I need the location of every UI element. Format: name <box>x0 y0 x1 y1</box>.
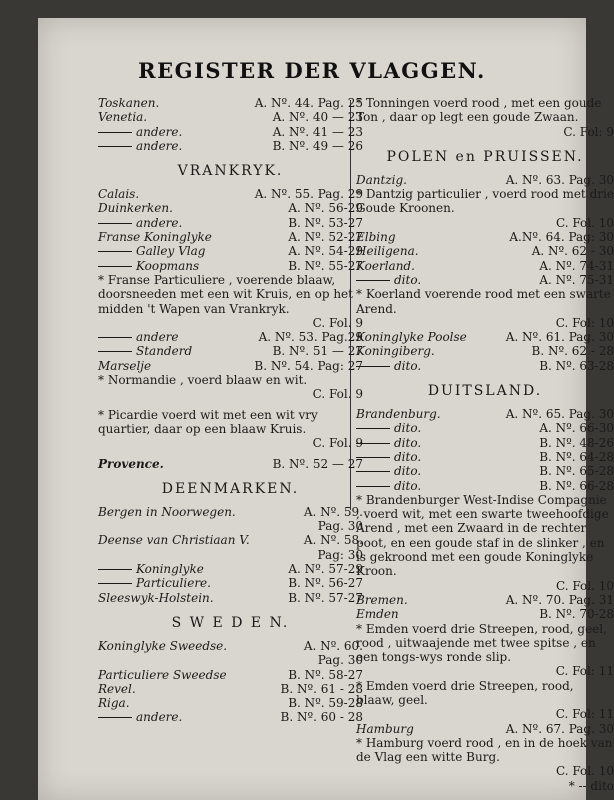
ditto-dash <box>98 223 132 224</box>
polen-note-2-ref: C. Fol: 10 <box>555 315 614 330</box>
duitsland-note-3: * Emden voerd drie Streepen, rood, blaaw, geel. <box>356 678 574 707</box>
register-entry <box>98 359 363 373</box>
register-entry <box>98 139 363 153</box>
tonningen-ref: C. Fol: 9 <box>563 124 614 139</box>
entry-name: Koerland. <box>356 258 415 273</box>
register-entry <box>356 450 614 464</box>
register-entry <box>98 639 363 653</box>
entry-name: andere. <box>98 125 182 139</box>
vrankryk-entries-2 <box>98 330 363 373</box>
entry-name: Riga. <box>98 696 130 711</box>
entry-reference: B. Nº. 58-27 <box>288 667 363 682</box>
register-entry <box>356 722 614 736</box>
register-entry <box>356 330 614 344</box>
entry-reference: A. Nº. 41 — 23 <box>272 124 363 139</box>
ditto-dash <box>356 428 390 429</box>
entry-name: Particuliere. <box>98 576 211 590</box>
entry-provence: Provence. B. Nº. 52 — 27 <box>98 456 363 471</box>
entry-reference: A. Nº. 55. Pag. 29 <box>254 187 363 202</box>
register-entry <box>98 696 363 710</box>
entry-name: dito. <box>356 464 421 478</box>
duitsland-entries-3 <box>356 722 614 736</box>
entry-name: Franse Koninglyke <box>98 230 212 245</box>
vrankryk-note-2: * Normandie , voerd blaaw en wit. <box>98 373 308 388</box>
register-entry <box>98 187 363 201</box>
duitsland-note-1-ref: C. Fol. 10 <box>555 578 614 593</box>
register-entry <box>356 479 614 493</box>
polen-note-1-ref: C. Fol. 10 <box>555 215 614 230</box>
entry-reference: A.Nº. 64. Pag: 30 <box>509 230 614 245</box>
ditto-dash <box>98 266 132 267</box>
register-entry <box>356 407 614 421</box>
duitsland-end: * -- dito <box>568 778 614 793</box>
entry-reference: B. Nº. 48-26 <box>539 435 614 450</box>
ditto-dash <box>356 471 390 472</box>
entry-name: andere <box>98 330 179 344</box>
entry-name: Particuliere Sweedse <box>98 667 227 682</box>
register-entry <box>356 607 614 621</box>
entry-reference: A. Nº. 60. <box>303 638 363 653</box>
sweden-entries <box>98 639 363 725</box>
entry-reference: B. Nº. 55-27 <box>288 258 363 273</box>
entry-reference: A. Nº. 70. Pag. 31 <box>505 592 614 607</box>
entry-name: andere. <box>98 139 182 153</box>
register-entry <box>98 682 363 696</box>
entry-name: Sleeswyk-Holstein. <box>98 590 214 605</box>
entry-page: Pag. 30 <box>317 653 363 668</box>
register-entry <box>98 710 363 724</box>
register-entry <box>98 505 363 519</box>
entry-name: Venetia. <box>98 110 148 125</box>
deenmarken-entries <box>98 505 363 605</box>
tonningen-note: * Tonningen voerd rood , met een goude Ton , daar op legt een goude Zwaan. <box>356 96 602 125</box>
entry-reference: A. Nº. 54-29 <box>288 244 363 259</box>
entry-reference: A. Nº. 53. Pag.29 <box>258 330 363 345</box>
register-entry <box>356 344 614 358</box>
entry-reference: B. Nº. 61 - 28 <box>280 681 363 696</box>
entry-name: Bergen in Noorwegen. <box>98 504 236 519</box>
section-heading-polen: POLEN en PRUISSEN. <box>386 148 584 165</box>
section-heading-vrankryk: VRANKRYK. <box>177 163 284 180</box>
entry-page: Pag. 30 <box>317 519 363 534</box>
vrankryk-note-1-ref: C. Fol. 9 <box>312 315 363 330</box>
entry-reference: B. Nº. 57-27 <box>288 590 363 605</box>
entry-reference: B. Nº. 49 — 26 <box>272 138 363 153</box>
book-page <box>38 18 614 800</box>
entry-reference: B. Nº. 54. Pag: 27 <box>254 358 363 373</box>
register-entry <box>356 593 614 607</box>
entry-name: Koninglyke <box>98 562 204 576</box>
entry-reference: B. Nº. 64-28 <box>539 449 614 464</box>
entry-reference: A. Nº. 57-29 <box>288 562 363 577</box>
ditto-dash <box>98 132 132 133</box>
duitsland-note-1: * Brandenburger West-Indise Compagnie , voerd wit, met een swarte tweehoofdige Arend , met een Zwaard in de rechter poot, en een goude staf in de slinker , en is gekroond met een goude Koninglyke Kroon. <box>356 492 609 579</box>
entry-name: dito. <box>356 436 421 450</box>
register-entry <box>356 173 614 187</box>
register-entry <box>98 96 363 110</box>
left-top-entries <box>98 96 363 153</box>
section-heading-sweden: S W E D E N. <box>171 614 290 631</box>
entry-name: Brandenburg. <box>356 407 441 422</box>
entry-name: Emden <box>356 607 399 622</box>
entry-name: dito. <box>356 479 421 493</box>
register-entry <box>98 591 363 605</box>
register-entry <box>98 330 363 344</box>
register-entry <box>98 244 363 258</box>
entry-name: dito. <box>356 273 421 287</box>
register-entry <box>356 359 614 373</box>
ditto-dash <box>356 443 390 444</box>
entry-reference: B. Nº. 63-28 <box>539 358 614 373</box>
ditto-dash <box>356 366 390 367</box>
ditto-dash <box>98 583 132 584</box>
entry-name: dito. <box>356 450 421 464</box>
entry-reference: B. Nº. 56-27 <box>288 576 363 591</box>
entry-reference: A. Nº. 66-30 <box>539 421 614 436</box>
entry-reference: A. Nº. 56-29 <box>288 201 363 216</box>
entry-name: Elbing <box>356 230 396 245</box>
entry-name: Calais. <box>98 187 140 202</box>
register-entry <box>98 201 363 215</box>
register-entry <box>98 230 363 244</box>
duitsland-note-2-ref: C. Fol: 11 <box>555 664 614 679</box>
entry-reference: A. Nº. 62 - 30 <box>531 244 614 259</box>
entry-name: dito. <box>356 359 421 373</box>
entry-reference: A. Nº. 74-31 <box>539 258 614 273</box>
ditto-dash <box>98 351 132 352</box>
register-entry <box>98 562 363 576</box>
entry-name: Koningiberg. <box>356 344 435 359</box>
register-entry <box>356 230 614 244</box>
entry-name: Standerd <box>98 344 192 358</box>
entry-reference: B. Nº. 60 - 28 <box>280 710 363 725</box>
register-entry <box>356 421 614 435</box>
entry-page: Pag: 30 <box>317 547 363 562</box>
right-column <box>356 96 614 793</box>
entry-name: Deense van Christiaan V. <box>98 533 250 548</box>
entry-name: Revel. <box>98 681 136 696</box>
polen-note-1: * Dantzig particulier , voerd rood met drie Goude Kroonen. <box>356 187 614 216</box>
vrankryk-note-2-ref: C. Fol. 9 <box>312 387 363 402</box>
entry-reference: B. Nº. 51 — 27 <box>272 344 363 359</box>
register-entry <box>356 273 614 287</box>
entry-reference: A. Nº. 52-27 <box>288 230 363 245</box>
polen-entries <box>356 173 614 187</box>
ditto-dash <box>98 337 132 338</box>
ditto-dash <box>98 717 132 718</box>
entry-reference: B. Nº. 65-28 <box>539 464 614 479</box>
entry-reference: B. Nº. 59-28 <box>288 696 363 711</box>
section-heading-duitsland: DUITSLAND. <box>427 383 543 400</box>
entry-reference: A. Nº. 40 — 23 <box>272 110 363 125</box>
ditto-dash <box>356 486 390 487</box>
register-entry <box>356 464 614 478</box>
entry-name: Toskanen. <box>98 96 160 110</box>
register-entry <box>356 244 614 258</box>
entry-name: Koninglyke Poolse <box>356 330 467 345</box>
entry-name: andere. <box>98 216 182 230</box>
vrankryk-entries <box>98 187 363 273</box>
duitsland-note-2: * Emden voerd drie Streepen, rood, geel, rood , uitwaajende met twee spitse , en een tongs-wys ronde slip. <box>356 621 607 665</box>
vrankryk-note-1: * Franse Particuliere , voerende blaaw, doorsneeden met een wit Kruis, en op het midden 't Wapen van Vrankryk. <box>98 272 353 316</box>
entry-name: andere. <box>98 710 182 724</box>
entry-reference: A. Nº. 67. Pag. 30 <box>505 721 614 736</box>
ditto-dash <box>98 146 132 147</box>
duitsland-note-3-ref: C. Fol: 11 <box>555 707 614 722</box>
entry-reference: A. Nº. 65. Pag. 30 <box>505 407 614 422</box>
entry-reference: B. Nº. 62 - 28 <box>531 344 614 359</box>
polen-entries-2 <box>356 230 614 287</box>
entry-name: Galley Vlag <box>98 244 205 258</box>
entry-name: Hamburg <box>356 721 414 736</box>
duitsland-note-4-ref: C. Fol. 10 <box>555 764 614 779</box>
register-entry <box>98 344 363 358</box>
entry-name: Heiligena. <box>356 244 419 259</box>
ditto-dash <box>356 457 390 458</box>
entry-name: Duinkerken. <box>98 201 173 216</box>
entry-reference: B. Nº. 70-28 <box>539 607 614 622</box>
entry-name: Marselje <box>98 358 152 373</box>
vrankryk-note-3: * Picardie voerd wit met een wit vry quartier, daar op een blaaw Kruis. <box>98 407 318 436</box>
register-entry <box>98 216 363 230</box>
duitsland-entries <box>356 407 614 493</box>
duitsland-entries-2 <box>356 593 614 622</box>
entry-reference: B. Nº. 53-27 <box>288 215 363 230</box>
register-entry <box>98 668 363 682</box>
register-entry <box>98 533 363 547</box>
entry-reference: B. Nº. 66-28 <box>539 478 614 493</box>
entry-name: Dantzig. <box>356 172 407 187</box>
entry-reference: A. Nº. 58. <box>303 533 363 548</box>
entry-name: Koninglyke Sweedse. <box>98 638 228 653</box>
register-entry <box>98 576 363 590</box>
register-entry <box>98 125 363 139</box>
entry-reference: A. Nº. 63. Pag. 30 <box>505 172 614 187</box>
entry-name: Koopmans <box>98 259 199 273</box>
entry-reference: A. Nº. 61. Pag. 30 <box>505 330 614 345</box>
register-entry <box>98 110 363 124</box>
section-heading-deenmarken: DEENMARKEN. <box>161 480 300 497</box>
entry-name: dito. <box>356 421 421 435</box>
entry-reference: A. Nº. 44. Pag. 25 <box>254 96 363 110</box>
ditto-dash <box>98 569 132 570</box>
polen-entries-3 <box>356 330 614 373</box>
register-entry <box>98 259 363 273</box>
entry-reference: A. Nº. 59. <box>303 504 363 519</box>
vrankryk-note-3-ref: C. Fol. 9 <box>312 436 363 451</box>
ditto-dash <box>98 251 132 252</box>
duitsland-note-4: * Hamburg voerd rood , en in de hoek van de Vlag een witte Burg. <box>356 735 613 765</box>
entry-name: Bremen. <box>356 592 408 607</box>
left-column <box>98 96 363 725</box>
register-entry <box>356 259 614 273</box>
entry-reference: A. Nº. 75-31 <box>539 272 614 287</box>
register-entry <box>356 436 614 450</box>
polen-note-2: * Koerland voerende rood met een swarte Arend. <box>356 287 611 316</box>
ditto-dash <box>356 280 390 281</box>
page-title: REGISTER DER VLAGGEN. <box>138 58 486 83</box>
